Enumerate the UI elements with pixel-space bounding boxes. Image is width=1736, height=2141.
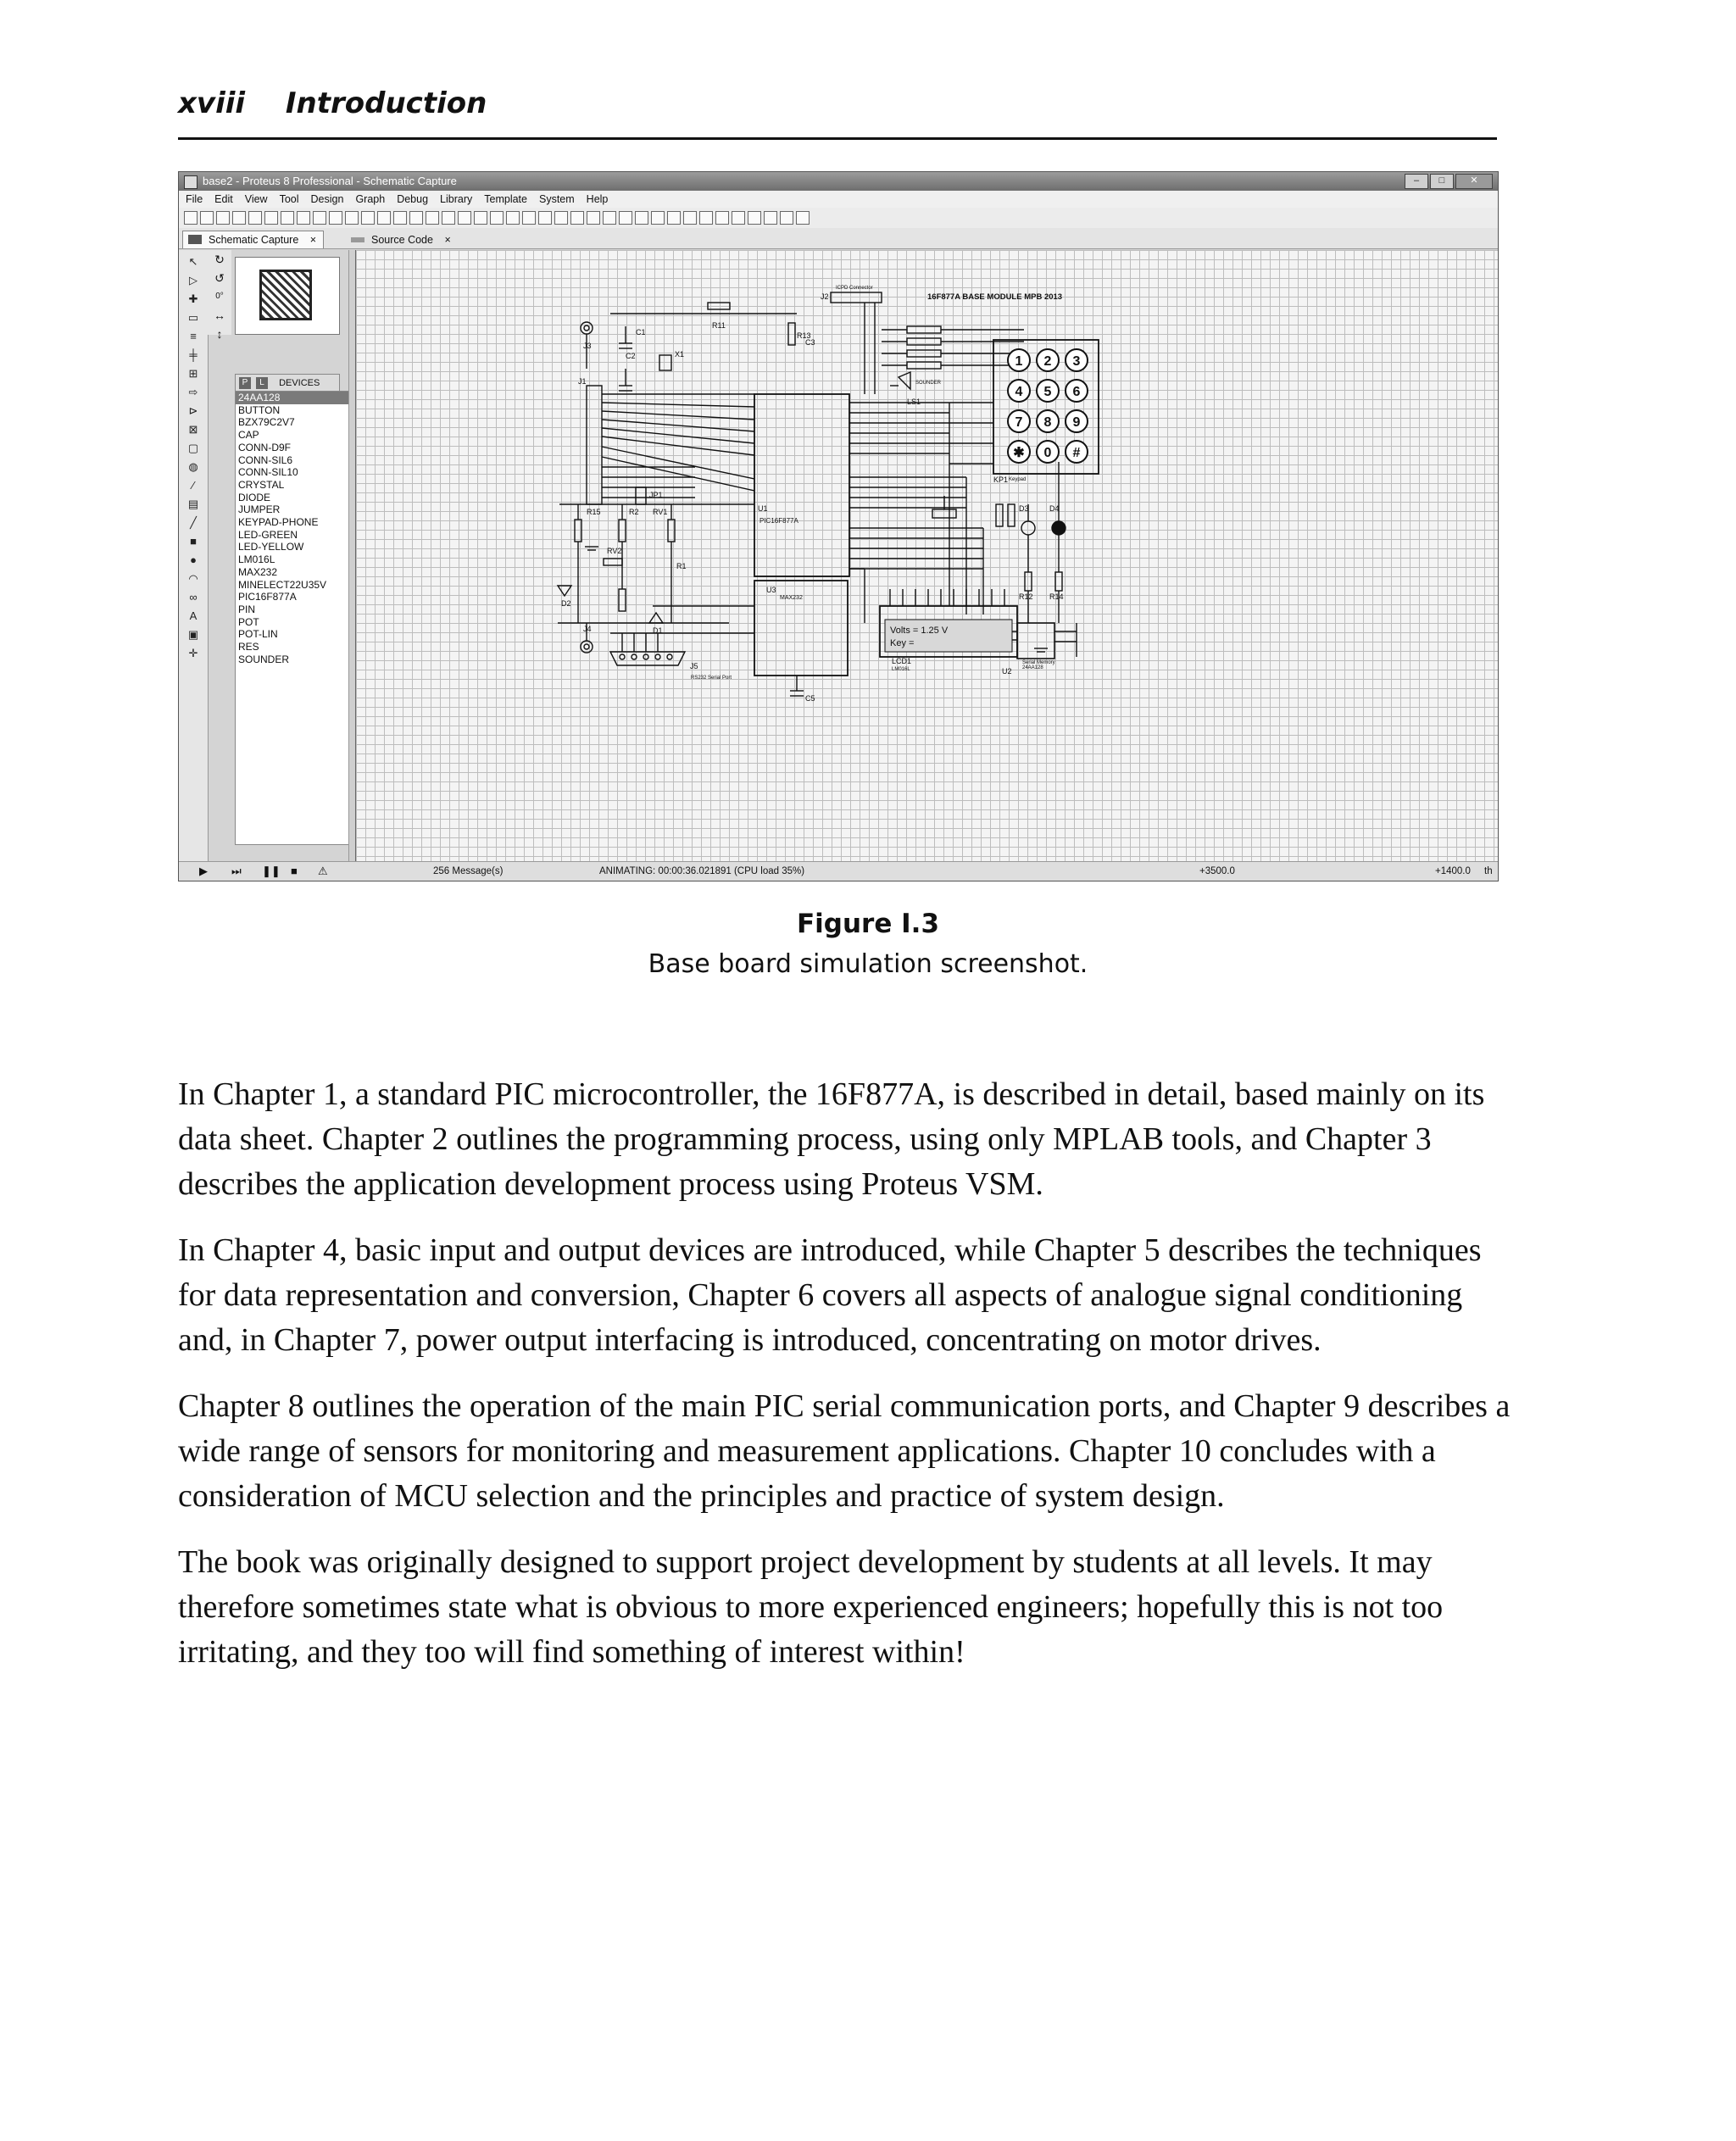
keypad-key[interactable] [1008,410,1030,432]
component-ref[interactable]: C3 [805,338,815,347]
box-icon[interactable]: ■ [190,535,197,548]
keypad-key[interactable] [1037,380,1059,402]
component-ref[interactable]: LS1 [907,398,921,406]
arc-icon[interactable]: ◠ [188,572,198,585]
keypad-key-label: 1 [1015,354,1023,369]
tab-close-icon[interactable]: × [309,234,317,246]
component-ref[interactable]: R2 [629,508,639,516]
component-ref[interactable]: C1 [636,328,646,336]
keypad-key[interactable] [1008,441,1030,463]
paste-icon[interactable] [554,211,568,225]
menu-help[interactable]: Help [586,193,609,205]
paragraph: The book was originally designed to support project development by students at all levels. It may therefore sometimes state what is obvious to more experienced engineers; hopefully this is not too irritating, and they too will find something of interest within! [178,1544,1444,1670]
cut-icon[interactable] [522,211,536,225]
overview-thumbnail [259,270,312,320]
rotation-angle[interactable]: 0° [215,292,224,301]
graph-icon[interactable]: ⊠ [188,423,198,436]
junction-dot-icon[interactable]: ✚ [188,292,198,305]
menu-template[interactable]: Template [484,193,527,205]
serial-memory-label: Serial Memory [1022,660,1055,665]
component-ref[interactable]: X1 [675,350,685,359]
menu-system[interactable]: System [538,193,575,205]
component-ref[interactable]: KP1 [993,475,1009,484]
component-ref[interactable]: D2 [561,599,571,608]
lcd-part: LM016L [892,667,910,672]
generator-icon[interactable]: ◍ [188,460,198,473]
device-list-item[interactable]: SOUNDER [238,653,290,665]
component-ref[interactable]: RV2 [607,547,622,555]
component-ref[interactable]: C5 [805,694,815,703]
u1-part: PIC16F877A [760,517,798,525]
device-list-item[interactable]: KEYPAD-PHONE [238,516,319,529]
schematic-canvas[interactable] [355,250,1498,862]
device-list-item[interactable]: BUTTON [238,403,281,416]
menu-view[interactable]: View [244,193,268,205]
property-tool-icon[interactable] [732,211,745,225]
step-icon[interactable]: ⏭ [231,865,242,877]
block-delete-icon[interactable] [619,211,632,225]
path-icon[interactable]: ∞ [189,591,198,603]
exit-parent-icon[interactable] [780,211,793,225]
running-header [178,78,1497,140]
component-ref[interactable]: JP1 [649,491,663,499]
tab-label: Source Code [371,234,433,246]
device-list-item[interactable]: CAP [238,429,259,442]
marker-icon[interactable]: ✛ [188,647,198,659]
play-icon[interactable]: ▶ [199,865,208,877]
component-ref[interactable]: LCD1 [892,657,912,665]
pin-icon[interactable]: ⊳ [188,404,198,417]
menu-edit[interactable]: Edit [214,193,233,205]
component-ref[interactable]: J5 [690,662,698,670]
component-ref[interactable]: J1 [578,377,587,386]
pick-devices-button[interactable]: P [239,377,251,389]
symbol-icon[interactable]: ▣ [187,628,199,641]
device-list-item[interactable]: BZX79C2V7 [238,416,295,429]
menu-design[interactable]: Design [310,193,344,205]
serial-port-label: RS232 Serial Port [691,676,732,681]
tape-icon[interactable]: ▢ [187,442,199,454]
keypad-key-label: 0 [1043,446,1052,460]
zoom-in-icon[interactable] [426,211,439,225]
component-ref[interactable]: U1 [758,504,768,513]
component-ref[interactable]: R15 [587,508,601,516]
close-button[interactable]: ✕ [1455,174,1493,189]
icsp-label: ICPD Connector [836,286,873,291]
rotate-cw-icon[interactable]: ↻ [214,253,225,266]
component-ref[interactable]: R13 [797,331,811,340]
decompose-icon[interactable] [683,211,697,225]
u2-part: 24AA128 [1022,665,1043,670]
pan-icon[interactable] [409,211,423,225]
pick-device-icon[interactable] [635,211,648,225]
new-sheet-icon[interactable] [748,211,761,225]
device-list-item[interactable]: RES [238,641,259,653]
message-count[interactable]: 256 Message(s) [433,866,504,876]
keypad-key-label: 9 [1072,415,1081,430]
component-ref[interactable]: R1 [676,562,687,570]
keypad-key-label: 5 [1043,385,1052,399]
component-mode-icon[interactable]: ▷ [189,274,198,286]
redo-icon[interactable] [506,211,520,225]
device-list-item[interactable]: PIC16F877A [238,591,297,603]
grid-icon[interactable] [377,211,391,225]
paragraph: Chapter 8 outlines the operation of the main PIC serial communication ports, and Chapter 9 describes a wide range of sensors for monitoring and measurement applications. Chapter 10 concludes with a consideration of MCU selection and the principles and practice of system design. [178,1388,1511,1514]
keypad-key[interactable] [1066,441,1088,463]
mode-toolbar [179,250,209,862]
text-script-icon[interactable]: ≡ [190,330,197,342]
component-ref[interactable]: R11 [712,321,726,330]
component-ref[interactable]: U3 [766,586,776,594]
zoom-all-icon[interactable] [458,211,471,225]
block-copy-icon[interactable] [570,211,584,225]
instrument-icon[interactable]: ▤ [187,498,199,510]
gallery-icon[interactable] [297,211,310,225]
tab-source-code[interactable] [345,231,459,248]
coord-units: th [1484,866,1493,876]
keypad-key-label: ✱ [1013,446,1025,460]
device-list-item[interactable]: MINELECT22U35V [238,578,327,591]
menu-graph[interactable]: Graph [355,193,386,205]
component-ref[interactable]: C2 [626,352,636,360]
zoom-out-icon[interactable] [442,211,455,225]
menu-bar [179,191,1498,208]
selection-mode-icon[interactable]: ↖ [188,255,198,268]
figure-caption: Base board simulation screenshot. [648,949,1088,979]
source-tab-icon [351,237,364,242]
devices-header [235,374,340,392]
netlist-icon[interactable] [796,211,810,225]
package-tool-icon[interactable] [667,211,681,225]
app-icon [184,175,198,189]
remove-sheet-icon[interactable] [764,211,777,225]
tab-schematic-capture[interactable] [182,231,324,248]
paragraph: In Chapter 1, a standard PIC microcontroller, the 16F877A, is described in detail, based mainly on its data sheet. Chapter 2 outlines the programming process, using only MPLAB tools, and Chapter 3 describes the application development process using Proteus VSM. [178,1076,1485,1202]
component-ref[interactable]: J3 [583,342,592,350]
open-icon[interactable] [200,211,214,225]
component-ref[interactable]: D1 [653,626,663,635]
keypad-key-label: # [1072,446,1081,460]
device-list-item[interactable]: DIODE [238,491,271,503]
sounder-label: SOUNDER [915,381,942,386]
undo-icon[interactable] [490,211,504,225]
keypad-key[interactable] [1066,410,1088,432]
help-icon[interactable] [345,211,359,225]
refresh-icon[interactable] [361,211,375,225]
wire-label-icon[interactable]: ▭ [187,311,199,324]
title-bar [179,172,1498,191]
keypad-key-label: 6 [1072,385,1081,399]
u3-part: MAX232 [780,595,803,601]
pcb-icon[interactable] [281,211,294,225]
make-device-icon[interactable] [651,211,665,225]
probe-icon[interactable]: ⁄ [192,479,195,492]
device-list-item[interactable]: LM016L [238,553,275,566]
animation-status: ANIMATING: 00:00:36.021891 (CPU load 35%) [599,866,805,876]
device-list-item[interactable]: 24AA128 [236,392,349,404]
pause-icon[interactable]: ❚❚ [262,865,281,877]
lcd-line-1: Volts = 1.25 V [890,626,949,636]
device-list-item[interactable]: CONN-SIL10 [238,466,298,479]
mirror-h-icon[interactable]: ↔ [214,309,225,322]
minimize-button[interactable]: – [1405,174,1428,189]
menu-debug[interactable]: Debug [397,193,429,205]
component-ref[interactable]: R12 [1019,592,1033,601]
device-list-item[interactable]: CONN-SIL6 [238,453,293,466]
lcd-line-2: Key = [890,638,915,648]
text-icon[interactable]: A [189,609,198,622]
component-ref[interactable]: RV1 [653,508,668,516]
keypad-key-label: 4 [1015,385,1023,399]
wire-autorouter-icon[interactable] [699,211,713,225]
mirror-v-icon[interactable]: ↕ [216,327,223,341]
coord-y: +1400.0 [1435,866,1471,876]
menu-file[interactable]: File [186,193,203,205]
terminal-icon[interactable]: ⇨ [188,386,198,398]
component-ref[interactable]: D3 [1019,504,1029,513]
rotation-controls [208,250,231,341]
device-list[interactable] [235,391,350,845]
module-title: 16F877A BASE MODULE MPB 2013 [927,292,1063,302]
keypad-key[interactable] [1066,380,1088,402]
save-icon[interactable] [216,211,230,225]
devices-title: DEVICES [279,378,320,388]
keypad-key[interactable] [1037,441,1059,463]
subcircuit-icon[interactable]: ⊞ [188,367,198,380]
stop-icon[interactable]: ■ [291,865,298,877]
component-ref[interactable]: J2 [821,292,829,301]
page-number: xviii [178,86,246,120]
keypad-key-label: 2 [1043,354,1052,369]
library-manager-button[interactable]: L [256,377,268,389]
search-icon[interactable] [715,211,729,225]
schematic-icon[interactable] [264,211,278,225]
source-icon[interactable] [313,211,326,225]
keypad-key[interactable] [1037,349,1059,371]
component-ref[interactable]: J4 [583,625,592,633]
block-rotate-icon[interactable] [603,211,616,225]
rotate-ccw-icon[interactable]: ↺ [214,271,225,285]
block-move-icon[interactable] [587,211,600,225]
bom-icon[interactable] [329,211,342,225]
maximize-button[interactable]: □ [1430,174,1454,189]
bus-icon[interactable]: ╪ [189,348,198,361]
component-ref[interactable]: D4 [1049,504,1060,513]
device-list-item[interactable]: LED-GREEN [238,528,298,541]
keypad-key-label: 8 [1043,415,1052,430]
status-bar [179,861,1498,881]
paragraph: In Chapter 4, basic input and output devices are introduced, while Chapter 5 describes the techniques for data representation and conversion, Chapter 6 covers all aspects of analogue signal conditioning and, in Chapter 7, power output interfacing is introduced, concentrating on motor drives. [178,1232,1482,1358]
device-list-item[interactable]: JUMPER [238,503,281,516]
circle-icon[interactable]: ● [190,553,197,566]
window-title: base2 - Proteus 8 Professional - Schematic Capture [203,175,457,187]
keypad-key[interactable] [1037,410,1059,432]
menu-library[interactable]: Library [440,193,473,205]
tab-label: Schematic Capture [209,234,299,246]
import-icon[interactable] [232,211,246,225]
keypad-key[interactable] [1008,349,1030,371]
keypad-key[interactable] [1008,380,1030,402]
toolbar [179,208,1498,229]
schematic-drawing [356,250,1499,860]
device-list-item[interactable]: MAX232 [238,565,278,578]
section-title: Introduction [285,86,487,120]
coord-x: +3500.0 [1199,866,1235,876]
device-list-item[interactable]: PIN [238,603,256,615]
home-icon[interactable] [248,211,262,225]
new-icon[interactable] [184,211,198,225]
keypad-key[interactable] [1066,349,1088,371]
device-list-item[interactable]: LED-YELLOW [238,541,304,553]
body-text [178,1072,1517,1696]
tab-close-icon[interactable]: × [444,234,451,246]
component-ref[interactable]: U2 [1002,667,1012,676]
keypad-key-label: 3 [1072,354,1081,369]
origin-icon[interactable] [393,211,407,225]
menu-tool[interactable]: Tool [279,193,299,205]
device-list-item[interactable]: POT-LIN [238,628,278,641]
line-icon[interactable]: ╱ [190,516,197,529]
keypad-label: Keypad [1009,477,1027,482]
device-list-item[interactable]: CONN-D9F [238,441,291,453]
zoom-area-icon[interactable] [474,211,487,225]
tab-bar [179,228,1498,249]
component-ref[interactable]: R14 [1049,592,1064,601]
warning-icon: ⚠ [318,865,328,877]
keypad-key-label: 7 [1015,415,1023,430]
copy-icon[interactable] [538,211,552,225]
proteus-screenshot [178,171,1499,881]
overview-window[interactable] [235,257,340,335]
device-list-item[interactable]: POT [238,615,259,628]
device-list-item[interactable]: CRYSTAL [238,478,285,491]
figure-label: Figure I.3 [796,909,940,939]
schematic-tab-icon [188,235,202,244]
